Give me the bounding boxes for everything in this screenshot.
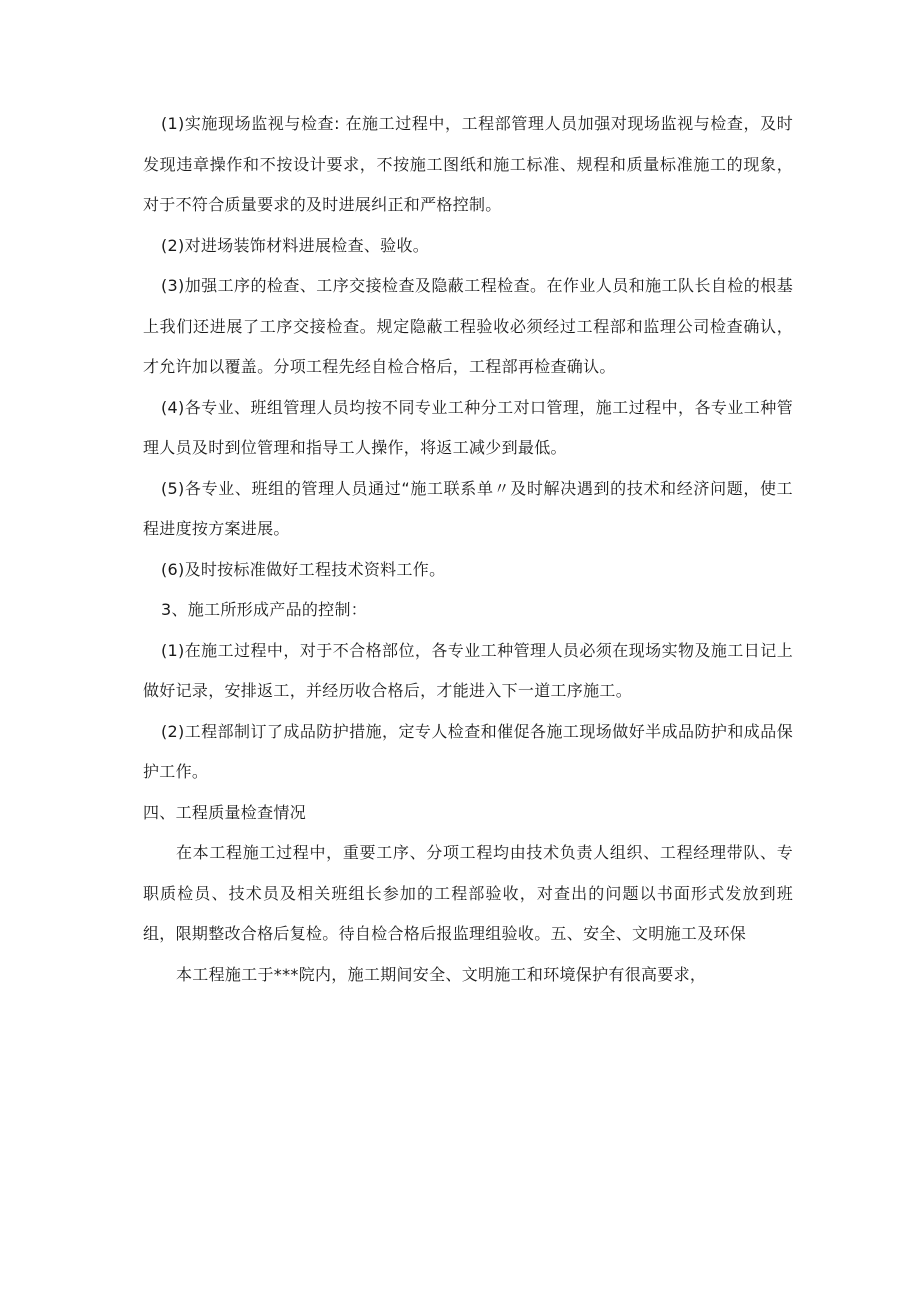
- paragraph-nonconforming: (1)在施工过程中，对于不合格部位，各专业工种管理人员必须在现场实物及施工日记上做好记录，安排返工，并经历收合格后，才能进入下一道工序施工。: [143, 640, 793, 700]
- section-heading-quality-inspection: 四、工程质量检查情况: [143, 802, 307, 822]
- paragraph-quality-acceptance: 在本工程施工过程中，重要工序、分项工程均由技术负责人组织、工程经理带队、专职质检员、技术员及相关班组长参加的工程部验收，对查出的问题以书面形式发放到班组，限期整改合格后复检。待自检合格后报监理组验收。五、安全、文明施工及环保: [143, 843, 793, 943]
- paragraph-technical-docs: (6)及时按标准做好工程技术资料工作。: [161, 559, 446, 579]
- document-body: [143, 104, 793, 995]
- paragraph-safety-environment: 本工程施工于***院内，施工期间安全、文明施工和环境保护有很高要求，: [176, 964, 707, 984]
- paragraph-contact-sheet: (5)各专业、班组的管理人员通过“施工联系单〃及时解决遇到的技术和经济问题，使工程进度按方案进展。: [143, 478, 793, 538]
- paragraph-process-inspection: (3)加强工序的检查、工序交接检查及隐蔽工程检查。在作业人员和施工队长自检的根基上我们还进展了工序交接检查。规定隐蔽工程验收必须经过工程部和监理公司检查确认，才允许加以覆盖。分项工程先经自检合格后，工程部再检查确认。: [143, 276, 793, 376]
- paragraph-product-protection: (2)工程部制订了成品防护措施，定专人检查和催促各施工现场做好半成品防护和成品保护工作。: [143, 721, 793, 781]
- paragraph-specialty-management: (4)各专业、班组管理人员均按不同专业工种分工对口管理，施工过程中，各专业工种管理人员及时到位管理和指导工人操作，将返工减少到最低。: [143, 397, 793, 457]
- paragraph-site-monitoring: (1)实施现场监视与检查: 在施工过程中，工程部管理人员加强对现场监视与检查，及时发现违章操作和不按设计要求，不按施工图纸和施工标准、规程和质量标准施工的现象，对于不符合质量要求的及时进展纠正和严格控制。: [143, 114, 793, 214]
- paragraph-material-inspection: (2)对进场装饰材料进展检查、验收。: [161, 235, 430, 255]
- section-heading-product-control: 3、施工所形成产品的控制：: [161, 600, 368, 619]
